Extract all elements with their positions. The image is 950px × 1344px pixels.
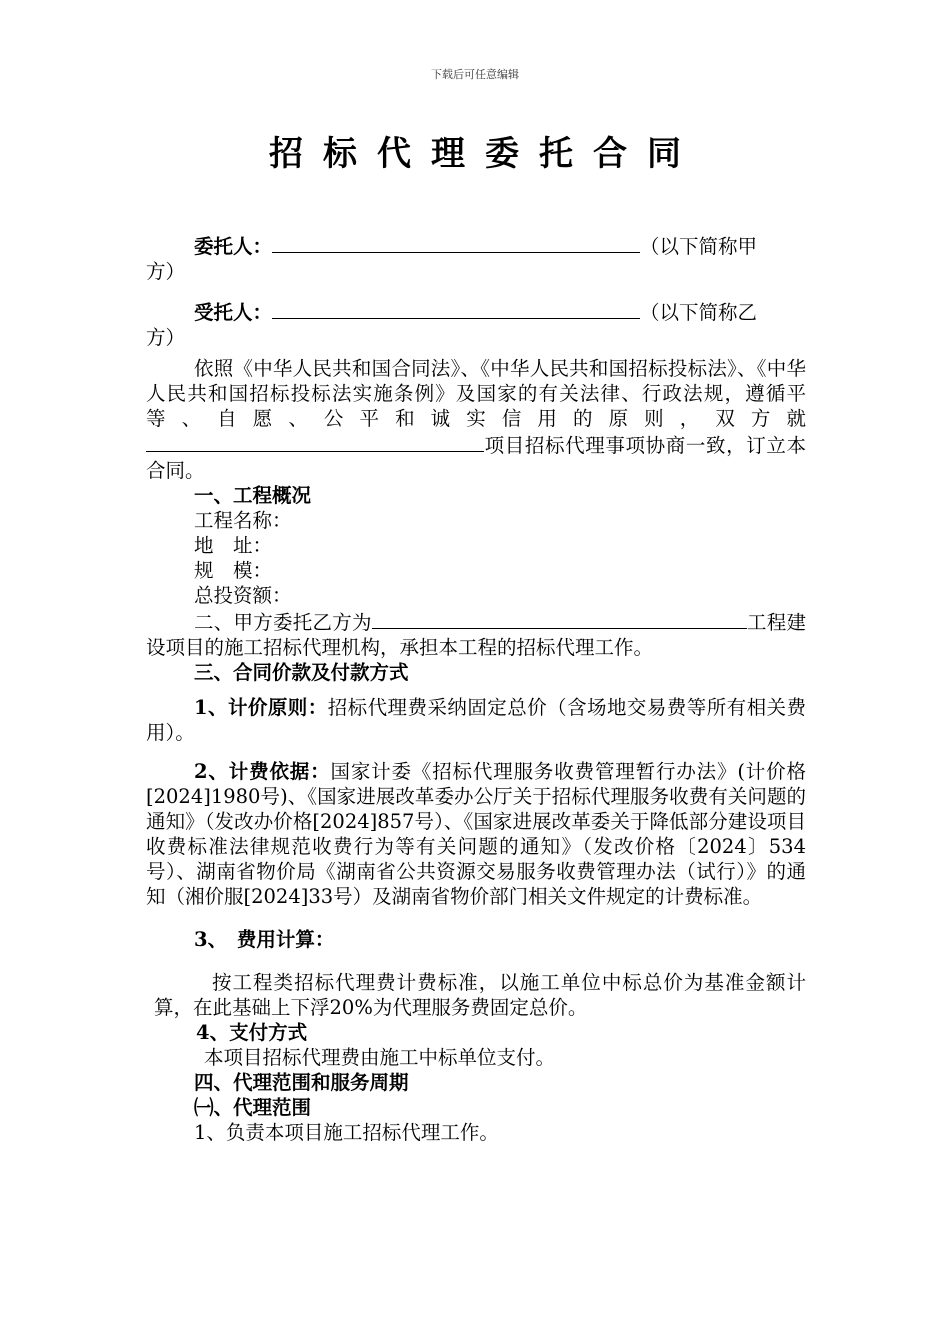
pricing-principle	[146, 695, 806, 745]
section-4-heading: 四、代理范围和服务周期	[194, 1071, 409, 1094]
fee-basis-text: 国家计委《招标代理服务收费管理暂行办法》(计价格[2024]1980号)、《国家进展改革委办公厅关于招标代理服务收费有关问题的通知》（发改办价格[2024]857号）、《国家进展改革委关于降低部分建设项目收费标准法律规范收费行为等有关问题的通知》（发改价格〔2024〕534号）、湖南省物价局《湖南省公共资源交易服务收费管理办法（试行）》的通知（湘价服[2024]33号）及湖南省物价部门相关文件规定的计费标准。	[146, 760, 806, 908]
scale-field: 规 模：	[194, 559, 273, 582]
party-a-blank[interactable]	[272, 232, 640, 253]
header-note: 下载后可任意编辑	[431, 68, 519, 81]
section-2-prefix: 二、甲方委托乙方为	[194, 611, 372, 634]
section-3-heading: 三、合同价款及付款方式	[194, 661, 409, 684]
party-b-suffix: （以下简称乙	[640, 301, 758, 324]
section-2-suffix: 工程建设项目的施工招标代理机构，承担本工程的招标代理工作。	[146, 611, 806, 659]
section-2-paragraph	[146, 608, 806, 660]
project-name-field: 工程名称：	[194, 509, 292, 532]
intro-part2: 项目招标代理事项协商一致，订立本合同。	[146, 434, 806, 482]
address-field: 地 址：	[194, 534, 273, 557]
payment-method-text: 本项目招标代理费由施工中标单位支付。	[204, 1046, 556, 1069]
party-b-wrap: 方）	[146, 326, 186, 349]
payment-method-label: 4、支付方式	[196, 1021, 308, 1044]
pricing-principle-label: 1、计价原则：	[194, 696, 328, 719]
intro-part1: 依照《中华人民共和国合同法》、《中华人民共和国招标投标法》、《中华人民共和国招标投标法实施条例》及国家的有关法律、行政法规，遵循平等、自愿、公平和诚实信用的原则，双方就	[146, 357, 806, 430]
fee-basis	[146, 759, 806, 909]
project-name-blank[interactable]	[146, 431, 484, 452]
fee-calc-label: 3、 费用计算：	[194, 928, 335, 951]
document-title: 招标代理委托合同	[269, 134, 701, 174]
fee-basis-label: 2、计费依据：	[194, 760, 331, 783]
pricing-principle-text: 招标代理费采纳固定总价（含场地交易费等所有相关费用）。	[146, 696, 806, 744]
section-1-heading: 一、工程概况	[194, 484, 312, 507]
party-a-suffix: （以下简称甲	[640, 235, 758, 258]
agency-scope-heading: ㈠、代理范围	[194, 1096, 312, 1119]
party-a-label: 委托人：	[194, 235, 273, 258]
fee-calc-text: 按工程类招标代理费计费标准，以施工单位中标总价为基准金额计算，在此基础上下浮20%为代理服务费固定总价。	[154, 971, 806, 1019]
agency-project-blank[interactable]	[372, 608, 747, 629]
party-b-label: 受托人：	[194, 301, 273, 324]
agency-scope-item-1: 1、负责本项目施工招标代理工作。	[194, 1121, 499, 1144]
party-a-line	[146, 232, 806, 259]
contract-body	[146, 232, 806, 1145]
investment-field: 总投资额：	[194, 584, 292, 607]
party-a-wrap: 方）	[146, 260, 186, 283]
party-b-blank[interactable]	[272, 298, 640, 319]
intro-paragraph	[146, 356, 806, 483]
party-b-line	[146, 298, 806, 325]
